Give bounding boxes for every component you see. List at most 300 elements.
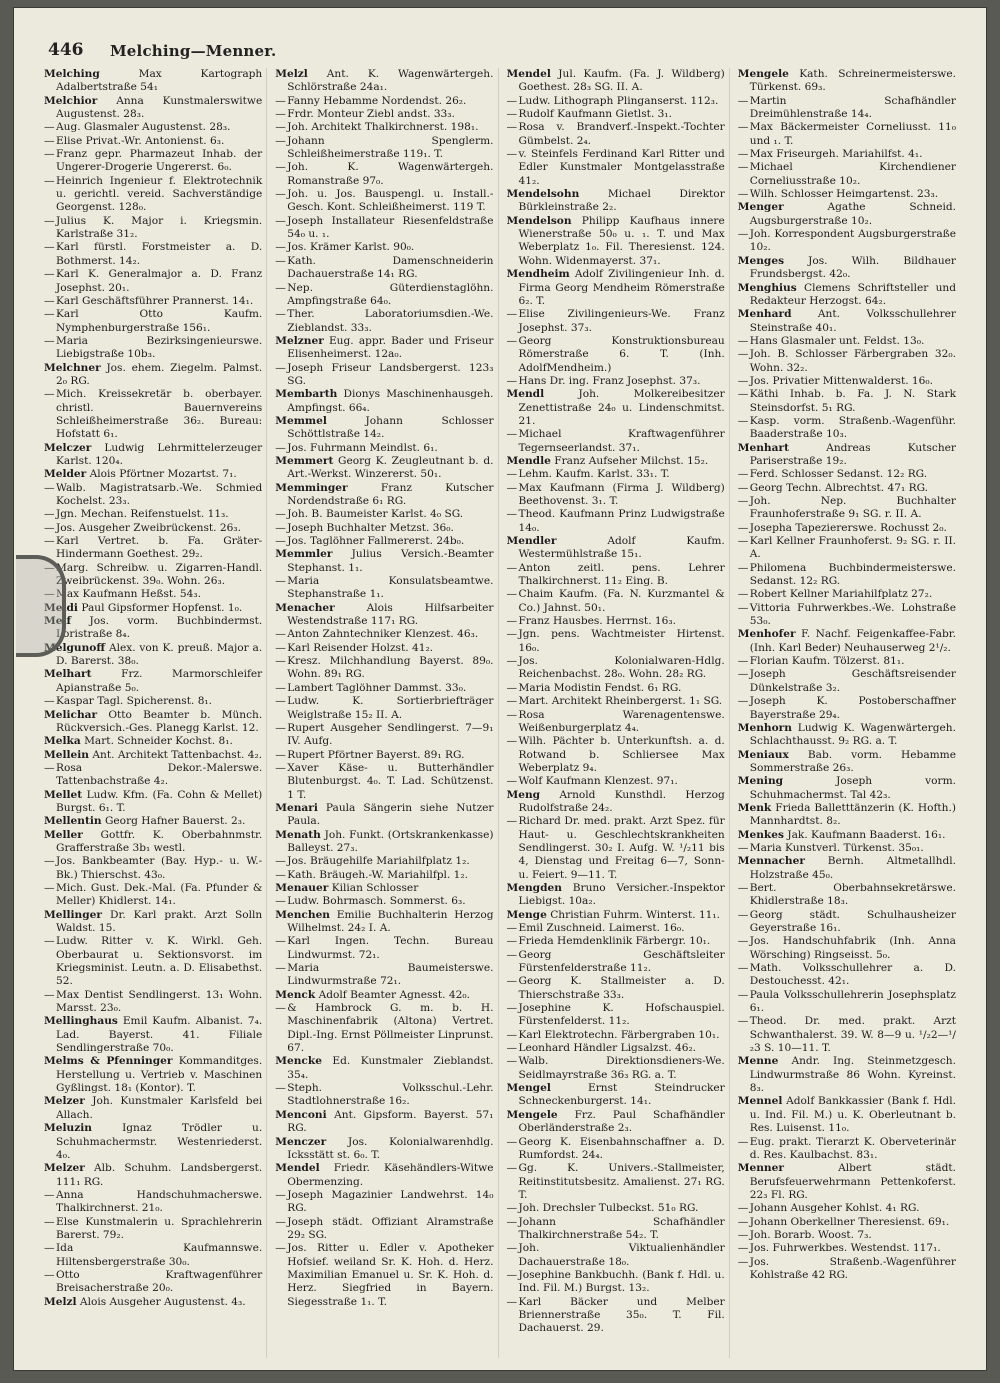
directory-entry <box>507 1242 725 1269</box>
entry-text: Jos. Kolonialwarenhdlg. Icksstätt st. 6₀. T. <box>287 1135 494 1161</box>
directory-entry <box>44 522 262 535</box>
entry-surname: Melgunoff <box>44 641 106 654</box>
entry-repeat-dash: — <box>737 481 749 494</box>
directory-entry <box>44 909 262 936</box>
entry-surname: Melf <box>44 615 72 628</box>
entry-surname: Mellet <box>44 788 83 801</box>
directory-entry <box>44 882 262 909</box>
entry-text: Jgn. Mechan. Reifenstuelst. 11₃. <box>56 508 229 521</box>
entry-repeat-dash: — <box>506 94 518 107</box>
entry-text: Gottfr. K. Oberbahnmstr. Grafferstraße 3b₁ westl. <box>56 828 263 854</box>
directory-entry <box>275 695 493 722</box>
directory-entry <box>507 535 725 562</box>
directory-entry <box>275 95 493 108</box>
entry-repeat-dash: — <box>44 388 55 401</box>
directory-entry <box>44 1189 262 1216</box>
directory-entry <box>275 1216 493 1243</box>
directory-entry <box>738 989 956 1016</box>
entry-text: Anton zeitl. pens. Lehrer Thalkirchnerst. 11₂ Eing. B. <box>518 561 725 588</box>
entry-repeat-dash: — <box>737 1242 749 1255</box>
running-head: Melching—Menner. <box>110 42 277 60</box>
entry-surname: Melzer <box>44 1095 85 1108</box>
entry-surname: Menner <box>737 1162 784 1175</box>
entry-text: Frieda Balletttänzerin (K. Hofth.) Mannhardtst. 8₂. <box>749 801 956 828</box>
entry-text: Joh. Molkereibesitzer Zenettistraße 24₀ u. Lindenschmitst. 21. <box>518 388 725 427</box>
entry-text: Karl Elektrotechn. Färbergraben 10₁. <box>518 1028 720 1041</box>
entry-repeat-dash: — <box>275 655 286 668</box>
directory-entry <box>44 362 262 389</box>
entry-text: Emil Zuschneid. Laimerst. 16₀. <box>518 922 685 934</box>
entry-text: Jgn. pens. Wachtmeister Hirtenst. 16₀. <box>518 628 725 654</box>
directory-entry <box>738 749 956 776</box>
entry-text: Johann Schlosser Schöttlstraße 14₂. <box>287 414 494 441</box>
entry-repeat-dash: — <box>506 1202 518 1215</box>
entry-text: Fanny Hebamme Nordendst. 26₂. <box>287 94 467 107</box>
directory-entry <box>507 428 725 455</box>
entry-surname: Menne <box>737 1055 779 1068</box>
directory-entry <box>44 241 262 268</box>
entry-text: Michael Direktor Bürkleinstraße 2₂. <box>518 188 725 214</box>
entry-text: Jos. Handschuhfabrik (Inh. Anna Wörsching) Ringseisst. 5₀. <box>749 935 956 961</box>
entry-text: Käthi Inhab. b. Fa. J. N. Stark Steinsdorfst. 5₁ RG. <box>749 388 956 414</box>
entry-repeat-dash: — <box>737 1215 749 1228</box>
entry-text: Maria Modistin Fendst. 6₁ RG. <box>518 681 682 694</box>
entry-surname: Meller <box>44 828 83 841</box>
entry-text: Joseph Friseur Landsbergerst. 123₃ SG. <box>287 361 494 387</box>
entry-text: Kresz. Milchhandlung Bayerst. 89₀. Wohn. 89₁ RG. <box>287 655 494 681</box>
directory-entry <box>507 775 725 788</box>
directory-entry <box>44 1122 262 1162</box>
entry-repeat-dash: — <box>506 468 518 481</box>
directory-entry <box>44 135 262 148</box>
directory-entry <box>44 175 262 215</box>
entry-text: Martin Schafhändler Dreimühlenstraße 14₄. <box>749 94 956 121</box>
entry-text: Anton Zahntechniker Klenzest. 46₃. <box>287 628 479 641</box>
entry-surname: Memmert <box>275 454 334 467</box>
entry-repeat-dash: — <box>737 228 749 241</box>
entry-repeat-dash: — <box>506 508 518 521</box>
directory-entry <box>507 468 725 481</box>
directory-entry <box>275 282 493 309</box>
entry-text: Max Kaufmann Heßst. 54₃. <box>56 588 201 601</box>
entry-text: Alois Ausgeher Augustenst. 4₃. <box>79 1295 246 1308</box>
entry-surname: Mendelsohn <box>506 188 580 201</box>
entry-text: Georg K. Stallmeister a. D. Thierschstraße 33₃. <box>518 975 725 1001</box>
directory-entry <box>507 1082 725 1109</box>
entry-text: Joh. Nep. Buchhalter Fraunhoferstraße 9₁ SG. r. II. A. <box>749 495 956 521</box>
entry-repeat-dash: — <box>737 588 749 601</box>
directory-entry <box>507 709 725 736</box>
entry-text: Paula Sängerin siehe Nutzer Paula. <box>287 801 494 828</box>
directory-entry <box>275 1109 493 1136</box>
directory-entry <box>507 1216 725 1243</box>
directory-entry <box>275 455 493 482</box>
entry-repeat-dash: — <box>506 695 518 708</box>
entry-text: Kasp. vorm. Straßenb.-Wagenführ. Baaderstraße 10₃. <box>749 414 956 441</box>
directory-entry <box>738 588 956 601</box>
entry-repeat-dash: — <box>506 148 518 161</box>
entry-repeat-dash: — <box>275 521 286 534</box>
directory-entry <box>275 722 493 749</box>
entry-repeat-dash: — <box>506 428 518 441</box>
entry-surname: Mencke <box>275 1055 322 1068</box>
directory-entry <box>275 241 493 254</box>
column-2 <box>275 68 498 1358</box>
entry-text: Joh. B. Baumeister Karlst. 4₀ SG. <box>287 508 464 521</box>
directory-entry <box>507 1296 725 1336</box>
entry-repeat-dash: — <box>44 508 55 521</box>
entry-text: Otto Kraftwagenführer Breisacherstraße 20₀. <box>56 1268 263 1295</box>
directory-entry <box>738 282 956 309</box>
entry-repeat-dash: — <box>506 1135 518 1148</box>
entry-repeat-dash: — <box>506 735 518 748</box>
entry-surname: Melchior <box>44 94 98 107</box>
entry-text: Georg Hafner Bauerst. 2₃. <box>104 815 246 828</box>
entry-surname: Melder <box>44 468 87 481</box>
directory-entry <box>275 909 493 936</box>
entry-text: Joh. Korrespondent Augsburgerstraße 10₂. <box>749 228 956 254</box>
entry-repeat-dash: — <box>506 1215 518 1228</box>
entry-repeat-dash: — <box>737 601 749 614</box>
entry-surname: Menk <box>737 801 772 814</box>
entry-repeat-dash: — <box>506 775 518 788</box>
directory-entry <box>275 802 493 829</box>
directory-entry <box>275 362 493 389</box>
directory-entry <box>507 188 725 215</box>
entry-text: Max Kartograph Adalbertstraße 54₁ <box>56 68 263 94</box>
entry-repeat-dash: — <box>506 588 518 601</box>
entry-repeat-dash: — <box>737 962 749 975</box>
directory-entry <box>44 68 262 95</box>
directory-entry <box>507 1029 725 1042</box>
entry-surname: Menghius <box>737 281 797 294</box>
directory-entry <box>44 1242 262 1269</box>
entry-repeat-dash: — <box>44 695 55 708</box>
entry-surname: Melczer <box>44 441 92 454</box>
directory-entry <box>738 442 956 469</box>
entry-text: Ludwig Lehrmittelerzeuger Karlst. 120₄. <box>56 441 263 467</box>
column-1 <box>44 68 267 1358</box>
entry-text: Bab. vorm. Hebamme Sommerstraße 26₃. <box>749 748 956 774</box>
entry-text: Rosa v. Brandverf.-Inspekt.-Tochter Gümbelst. 2₄. <box>518 121 725 147</box>
directory-entry <box>44 602 262 615</box>
directory-entry <box>275 108 493 121</box>
directory-entry <box>738 842 956 855</box>
binder-clip <box>16 555 66 657</box>
directory-entry <box>738 1202 956 1215</box>
entry-repeat-dash: — <box>737 495 749 507</box>
entry-surname: Memmler <box>275 548 333 561</box>
entry-text: Frieda Hemdenklinik Färbergr. 10₁. <box>518 935 711 948</box>
directory-entry <box>44 762 262 789</box>
entry-text: Jos. Wilh. Bildhauer Frundsbergst. 42₀. <box>749 254 956 281</box>
entry-text: Ferd. Schlosser Sedanst. 12₂ RG. <box>749 468 928 481</box>
entry-surname: Mengel <box>506 1082 551 1095</box>
entry-text: Joh. Borarb. Woost. 7₃. <box>749 1228 872 1241</box>
entry-repeat-dash: — <box>275 1082 286 1095</box>
directory-entry <box>738 375 956 388</box>
directory-entry <box>507 1055 725 1082</box>
directory-entry <box>507 335 725 375</box>
entry-text: Math. Volksschullehrer a. D. Destouchesst. 42₁. <box>749 962 956 988</box>
directory-entry <box>275 628 493 641</box>
directory-entry <box>738 668 956 695</box>
directory-entry <box>738 562 956 589</box>
directory-entry <box>44 121 262 134</box>
entry-text: Ludw. Ritter v. K. Wirkl. Geh. Oberbaurat u. Sektionsvorst. im Kriegsminist. Leutn. a. D. Elisabethst. 52. <box>56 935 263 988</box>
entry-repeat-dash: — <box>44 334 55 347</box>
entry-repeat-dash: — <box>275 188 286 201</box>
entry-text: Karl Reisender Holzst. 41₂. <box>287 641 434 654</box>
entry-repeat-dash: — <box>275 161 286 174</box>
entry-surname: Menges <box>737 254 785 267</box>
entry-surname: Membarth <box>275 388 338 401</box>
entry-surname: Melching <box>44 68 100 80</box>
directory-entry <box>275 442 493 455</box>
entry-text: Jos. Bankbeamter (Bay. Hyp.- u. W.-Bk.) Thierschst. 43₀. <box>56 855 263 881</box>
directory-entry <box>275 308 493 335</box>
directory-entry <box>738 468 956 481</box>
entry-text: Eug. appr. Bader und Friseur Elisenheimerst. 12a₀. <box>287 334 494 361</box>
directory-entry <box>275 1136 493 1163</box>
entry-text: Adolf Bankkassier (Bank f. Hdl. u. Ind. Fil. M.) u. K. Oberleutnant b. Res. Luisenst. 11₀. <box>749 1095 956 1135</box>
entry-surname: Menhofer <box>737 628 796 641</box>
directory-entry <box>507 975 725 1002</box>
entry-repeat-dash: — <box>506 615 518 628</box>
entry-text: Rudolf Kaufmann Gietlst. 3₁. <box>518 108 673 121</box>
entry-text: Mart. Schneider Kochst. 8₁. <box>84 735 233 748</box>
directory-entry <box>44 295 262 308</box>
entry-text: Adolf Kaufm. Westermühlstraße 15₁. <box>518 535 725 561</box>
page-number: 446 <box>48 40 84 60</box>
entry-text: Xaver Käse- u. Butterhändler Blutenburgst. 4₀. T. Lad. Schützenst. 1 T. <box>287 761 494 801</box>
entry-repeat-dash: — <box>275 681 286 694</box>
directory-entry <box>507 789 725 816</box>
entry-text: Max Friseurgeh. Mariahilfst. 4₁. <box>749 148 923 161</box>
entry-repeat-dash: — <box>275 441 286 454</box>
entry-text: Franz Aufseher Milchst. 15₂. <box>554 454 709 467</box>
entry-surname: Menconi <box>275 1108 327 1121</box>
directory-entry <box>275 682 493 695</box>
entry-text: Ignaz Trödler u. Schuhmachermstr. Westenriederst. 4₀. <box>56 1122 263 1161</box>
entry-surname: Mendel <box>506 68 551 80</box>
entry-text: v. Steinfels Ferdinand Karl Ritter und Edler Kunstmaler Montgelasstraße 41₂. <box>518 148 725 187</box>
entry-repeat-dash: — <box>737 161 749 174</box>
entry-surname: Melzl <box>44 1295 77 1308</box>
entry-repeat-dash: — <box>506 975 518 988</box>
entry-repeat-dash: — <box>506 681 518 694</box>
entry-repeat-dash: — <box>506 1268 518 1281</box>
directory-entry <box>275 762 493 802</box>
directory-entry <box>275 962 493 989</box>
entry-text: Arnold Kunsthdl. Herzog Rudolfstraße 24₂. <box>518 788 725 814</box>
entry-surname: Memmel <box>275 414 327 427</box>
directory-entry <box>275 575 493 602</box>
column-4 <box>738 68 960 1358</box>
entry-repeat-dash: — <box>737 841 749 854</box>
entry-text: Walb. Direktionsdieners-We. Seidlmayrstraße 36₃ RG. a. T. <box>518 1055 725 1081</box>
entry-repeat-dash: — <box>737 988 749 1001</box>
directory-entry <box>738 1095 956 1135</box>
directory-entry <box>275 1055 493 1082</box>
entry-text: Julius Versich.-Beamter Stephanst. 1₁. <box>287 548 494 574</box>
entry-surname: Melchner <box>44 361 101 374</box>
entry-text: Michael Kirchendiener Corneliusstraße 10₂. <box>749 161 956 187</box>
entry-text: Adolf Zivilingenieur Inh. d. Firma Georg Mendheim Römerstraße 6₂. T. <box>518 268 725 307</box>
entry-text: Dionys Maschinenhausgeh. Ampfingst. 66₄. <box>287 388 494 414</box>
entry-repeat-dash: — <box>506 481 518 494</box>
entry-text: Clemens Schriftsteller und Redakteur Herzogst. 64₂. <box>749 281 956 307</box>
entry-text: Albert städt. Berufsfeuerwehrmann Pettenkoferst. 22₃ Fl. RG. <box>749 1162 956 1201</box>
directory-entry <box>507 815 725 882</box>
directory-entry <box>738 228 956 255</box>
directory-entry <box>275 335 493 362</box>
entry-repeat-dash: — <box>44 148 55 161</box>
directory-entry <box>738 522 956 535</box>
entry-repeat-dash: — <box>44 855 55 868</box>
entry-text: Florian Kaufm. Tölzerst. 81₁. <box>749 655 905 668</box>
entry-text: Andreas Kutscher Pariserstraße 19₂. <box>749 441 956 467</box>
directory-entry <box>44 642 262 669</box>
entry-text: Maria Kunstverl. Türkenst. 35₀₁. <box>749 841 924 854</box>
entry-text: Jos. Privatier Mittenwalderst. 16₀. <box>749 374 934 387</box>
directory-entry <box>44 1015 262 1055</box>
directory-entry <box>44 562 262 589</box>
directory-entry <box>507 628 725 655</box>
entry-repeat-dash: — <box>506 628 518 641</box>
entry-repeat-dash: — <box>275 628 286 641</box>
entry-surname: Mellentin <box>44 815 102 828</box>
entry-text: Philomena Buchbindermeisterswe. Sedanst. 12₂ RG. <box>749 561 956 588</box>
directory-entry <box>275 135 493 162</box>
entry-repeat-dash: — <box>737 935 749 948</box>
entry-text: Alb. Schuhm. Landsbergerst. 111₁ RG. <box>56 1162 263 1188</box>
directory-entry <box>507 148 725 188</box>
entry-text: F. Nachf. Feigenkaffee-Fabr. (Inh. Karl Beder) Neuhauserweg 2¹/₂. <box>749 628 957 654</box>
directory-entry <box>738 628 956 655</box>
directory-entry <box>507 95 725 108</box>
directory-entry <box>738 1216 956 1229</box>
entry-text: Friedr. Käsehändlers-Witwe Obermenzing. <box>287 1162 494 1188</box>
directory-entry <box>507 121 725 148</box>
directory-entry <box>507 695 725 708</box>
entry-repeat-dash: — <box>506 815 518 828</box>
entry-text: Karl Bäcker und Melber Briennerstraße 35₀. T. Fil. Dachauerst. 29. <box>518 1295 725 1335</box>
directory-entry <box>738 775 956 802</box>
directory-entry <box>738 121 956 148</box>
column-3 <box>507 68 730 1358</box>
entry-repeat-dash: — <box>737 1135 749 1148</box>
directory-entry <box>738 1242 956 1255</box>
entry-text: Ludw. Bohrmasch. Sommerst. 6₃. <box>287 895 466 908</box>
entry-text: Jos. Straßenb.-Wagenführer Kohlstraße 42 RG. <box>749 1255 956 1281</box>
entry-text: Kaspar Tagl. Spicherenst. 8₁. <box>56 695 213 708</box>
entry-text: Frz. Paul Schafhändler Oberländerstraße 2₃. <box>518 1108 725 1135</box>
directory-entry <box>275 989 493 1002</box>
directory-entry <box>275 1082 493 1109</box>
entry-text: Joseph Magazinier Landwehrst. 14₀ RG. <box>287 1188 494 1215</box>
entry-surname: Mennel <box>737 1095 783 1108</box>
directory-entry <box>507 482 725 509</box>
directory-entry <box>44 388 262 441</box>
entry-surname: Meniaux <box>737 748 789 761</box>
entry-repeat-dash: — <box>275 508 286 521</box>
directory-entry <box>738 602 956 629</box>
entry-text: Joseph Geschäftsreisender Dünkelstraße 3₂. <box>749 668 956 694</box>
entry-text: Ant. Architekt Tattenbachst. 4₂. <box>92 748 263 761</box>
entry-text: Paula Volksschullehrerin Josephsplatz 6₁. <box>749 988 956 1015</box>
directory-entry <box>44 482 262 509</box>
entry-text: Rupert Ausgeher Sendlingerst. 7—9₁ IV. Aufg. <box>287 721 494 748</box>
directory-entry <box>275 215 493 242</box>
entry-surname: Mengele <box>506 1108 558 1121</box>
entry-repeat-dash: — <box>44 881 55 894</box>
entry-text: Agathe Schneid. Augsburgerstraße 10₂. <box>749 201 957 227</box>
entry-text: Johann Oberkellner Theresienst. 69₁. <box>749 1215 950 1228</box>
entry-text: Georg Techn. Albrechtst. 47₁ RG. <box>749 481 929 494</box>
entry-text: Karl Geschäftsführer Prannerst. 14₁. <box>56 294 254 307</box>
directory-entry <box>738 1055 956 1095</box>
directory-entry <box>44 308 262 335</box>
directory-entry <box>738 882 956 909</box>
directory-entry <box>44 695 262 708</box>
directory-entry <box>507 1202 725 1215</box>
directory-entry <box>275 869 493 882</box>
entry-repeat-dash: — <box>506 308 518 321</box>
entry-text: Maria Bezirksingenieurswe. Liebigstraße 10b₃. <box>56 334 263 361</box>
directory-entry <box>507 1042 725 1055</box>
directory-entry <box>44 588 262 601</box>
entry-text: Jos. vorm. Buchbindermst. Loristraße 8₄. <box>56 615 263 641</box>
entry-repeat-dash: — <box>506 561 518 574</box>
entry-surname: Menczer <box>275 1135 327 1148</box>
directory-entry <box>738 695 956 722</box>
entry-surname: Mellinghaus <box>44 1015 118 1028</box>
entry-text: Andr. Ing. Steinmetzgesch. Lindwurmstraße 86 Wohn. Kyreinst. 8₃. <box>749 1055 956 1095</box>
entry-repeat-dash: — <box>275 761 286 774</box>
entry-text: Jul. Kaufm. (Fa. J. Wildberg) Goethest. 28₃ SG. II. A. <box>518 68 725 94</box>
directory-entry <box>44 1162 262 1189</box>
directory-entry <box>44 1095 262 1122</box>
entry-text: Anna Kunstmalerswitwe Augustenst. 28₃. <box>56 94 263 121</box>
directory-entry <box>275 642 493 655</box>
directory-entry <box>738 482 956 495</box>
entry-repeat-dash: — <box>275 535 286 548</box>
entry-text: Karl fürstl. Forstmeister a. D. Bothmerst. 14₂. <box>56 241 263 267</box>
directory-entry <box>738 1015 956 1055</box>
entry-text: Jos. Kolonialwaren-Hdlg. Reichenbachst. 28₀. Wohn. 28₂ RG. <box>518 655 725 681</box>
entry-text: Joh. B. Schlosser Färbergraben 32₀. Wohn. 32₂. <box>749 348 956 374</box>
entry-surname: Mendler <box>506 535 557 548</box>
entry-text: Emil Kaufm. Albanist. 7₄. Lad. Bayerst. 41. Filiale Sendlingerstraße 70₀. <box>56 1015 263 1055</box>
entry-surname: Menhart <box>737 441 789 454</box>
entry-text: Bernh. Altmetallhdl. Holzstraße 45₀. <box>749 855 956 881</box>
entry-repeat-dash: — <box>737 94 749 107</box>
entry-surname: Mellein <box>44 748 89 761</box>
entry-repeat-dash: — <box>737 468 749 481</box>
entry-text: Paul Gipsformer Hopfenst. 1₀. <box>81 601 243 614</box>
entry-text: Johann Spenglerm. Schleißheimerstraße 119₁. T. <box>287 134 494 161</box>
entry-repeat-dash: — <box>275 962 286 975</box>
entry-text: Joseph städt. Offiziant Alramstraße 29₂ SG. <box>287 1215 494 1241</box>
entry-surname: Meluzin <box>44 1122 92 1135</box>
directory-entry <box>275 1002 493 1055</box>
entry-repeat-dash: — <box>506 1242 518 1255</box>
entry-repeat-dash: — <box>44 988 55 1001</box>
entry-text: Alois Pförtner Mozartst. 7₁. <box>89 468 237 481</box>
directory-entry <box>44 815 262 828</box>
entry-text: Josepha Tapeziererswe. Rochusst 2₀. <box>749 521 947 534</box>
